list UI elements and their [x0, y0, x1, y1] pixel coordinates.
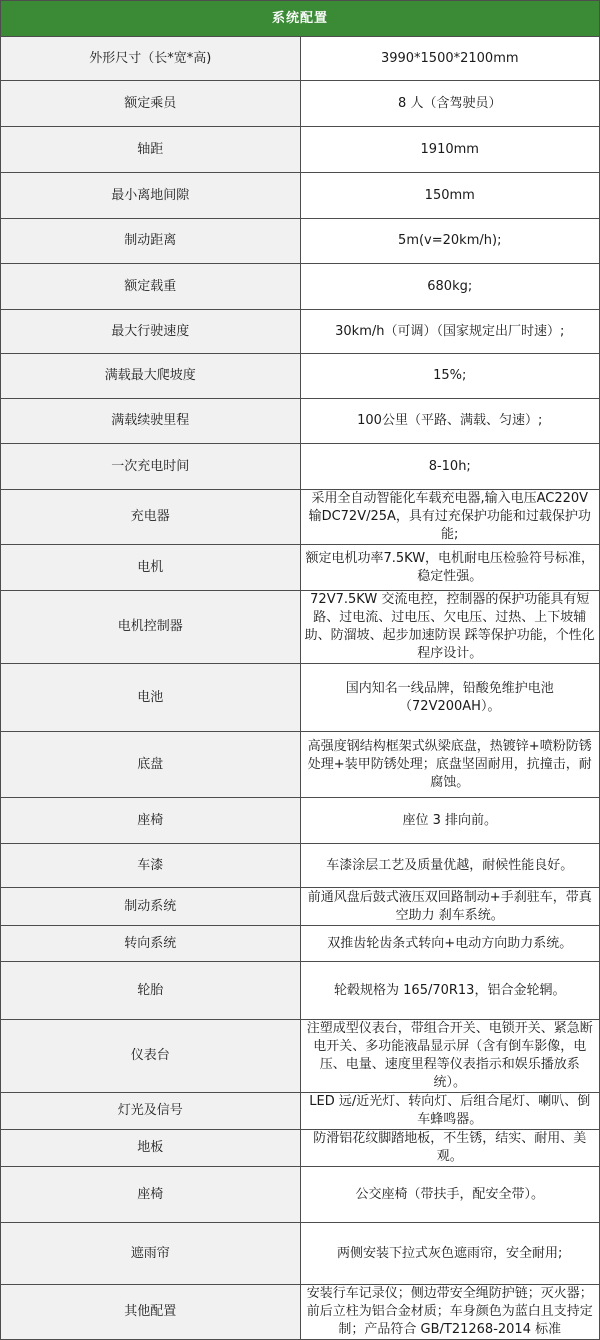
- row-label: 电机控制器: [1, 591, 301, 664]
- row-value: 5m(v=20km/h);: [300, 219, 600, 264]
- table-row: [1, 37, 600, 81]
- table-row: [1, 1130, 600, 1167]
- table-row: [1, 798, 600, 844]
- table-row: [1, 545, 600, 591]
- row-value: 8-10h;: [300, 444, 600, 490]
- row-value: LED 远/近光灯、转向灯、后组合尾灯、喇叭、倒车蜂鸣器。: [300, 1093, 600, 1130]
- row-value: 150mm: [300, 173, 600, 219]
- row-value: 国内知名一线品牌，铅酸免维护电池（72V200AH）。: [300, 664, 600, 732]
- row-label: 电机: [1, 545, 301, 591]
- row-value: 72V7.5KW 交流电控，控制器的保护功能具有短路、过电流、过电压、欠电压、过热、上下坡辅助、防溜坡、起步加速防误 踩等保护功能，个性化程序设计。: [300, 591, 600, 664]
- table-row: [1, 732, 600, 798]
- row-value: 车漆涂层工艺及质量优越，耐候性能良好。: [300, 844, 600, 888]
- row-label: 最大行驶速度: [1, 310, 301, 354]
- table-row: [1, 219, 600, 264]
- row-value: 两侧安装下拉式灰色遮雨帘，安全耐用;: [300, 1223, 600, 1285]
- table-row: [1, 591, 600, 664]
- row-label: 一次充电时间: [1, 444, 301, 490]
- row-label: 车漆: [1, 844, 301, 888]
- row-value: 前通风盘后鼓式液压双回路制动+手刹驻车，带真空助力 刹车系统。: [300, 888, 600, 926]
- table-row: [1, 173, 600, 219]
- row-value: 额定电机功率7.5KW，电机耐电压检验符号标准，稳定性强。: [300, 545, 600, 591]
- row-value: 轮毂规格为 165/70R13，铝合金轮辋。: [300, 962, 600, 1020]
- row-value: 注塑成型仪表台，带组合开关、电锁开关、紧急断电开关、多功能液晶显示屏（含有倒车影像，电压、电量、速度里程等仪表指示和娱乐播放系统）。: [300, 1020, 600, 1093]
- row-value: 3990*1500*2100mm: [300, 37, 600, 81]
- table-title: 系统配置: [1, 1, 600, 37]
- row-value: 公交座椅（带扶手，配安全带）。: [300, 1167, 600, 1223]
- row-label: 灯光及信号: [1, 1093, 301, 1130]
- table-row: [1, 844, 600, 888]
- table-row: [1, 1020, 600, 1093]
- table-row: [1, 264, 600, 310]
- row-label: 座椅: [1, 1167, 301, 1223]
- table-row: [1, 962, 600, 1020]
- row-label: 电池: [1, 664, 301, 732]
- row-label: 额定载重: [1, 264, 301, 310]
- table-row: [1, 490, 600, 545]
- row-value: 8 人（含驾驶员）: [300, 81, 600, 127]
- row-label: 底盘: [1, 732, 301, 798]
- row-label: 充电器: [1, 490, 301, 545]
- row-label: 其他配置: [1, 1285, 301, 1340]
- row-label: 外形尺寸（长*宽*高): [1, 37, 301, 81]
- row-value: 30km/h（可调）（国家规定出厂时速）;: [300, 310, 600, 354]
- row-label: 制动系统: [1, 888, 301, 926]
- table-row: [1, 399, 600, 444]
- row-value: 高强度钢结构框架式纵梁底盘，热镀锌+喷粉防锈处理+装甲防锈处理；底盘坚固耐用，抗撞击，耐腐蚀。: [300, 732, 600, 798]
- row-label: 转向系统: [1, 926, 301, 962]
- table-row: [1, 1285, 600, 1340]
- row-label: 制动距离: [1, 219, 301, 264]
- table-row: [1, 1093, 600, 1130]
- row-label: 座椅: [1, 798, 301, 844]
- row-label: 满载续驶里程: [1, 399, 301, 444]
- row-label: 轴距: [1, 127, 301, 173]
- row-label: 轮胎: [1, 962, 301, 1020]
- table-row: [1, 664, 600, 732]
- table-row: [1, 444, 600, 490]
- table-row: [1, 1167, 600, 1223]
- row-value: 100公里（平路、满载、匀速）;: [300, 399, 600, 444]
- row-label: 仪表台: [1, 1020, 301, 1093]
- row-value: 680kg;: [300, 264, 600, 310]
- row-label: 遮雨帘: [1, 1223, 301, 1285]
- row-label: 满载最大爬坡度: [1, 354, 301, 399]
- table-row: [1, 81, 600, 127]
- table-row: [1, 926, 600, 962]
- row-value: 采用全自动智能化车载充电器,输入电压AC220V 输DC72V/25A，具有过充保护功能和过载保护功能;: [300, 490, 600, 545]
- row-value: 安装行车记录仪；侧边带安全绳防护链；灭火器；前后立柱为铝合金材质；车身颜色为蓝白且支持定制；产品符合 GB/T21268-2014 标准: [300, 1285, 600, 1340]
- row-value: 1910mm: [300, 127, 600, 173]
- table-row: [1, 310, 600, 354]
- table-row: [1, 354, 600, 399]
- row-label: 地板: [1, 1130, 301, 1167]
- table-row: [1, 888, 600, 926]
- table-row: [1, 1223, 600, 1285]
- row-value: 座位 3 排向前。: [300, 798, 600, 844]
- row-value: 15%;: [300, 354, 600, 399]
- row-label: 额定乘员: [1, 81, 301, 127]
- row-label: 最小离地间隙: [1, 173, 301, 219]
- title-row: [1, 1, 600, 37]
- row-value: 防滑铝花纹脚踏地板，不生锈，结实、耐用、美观。: [300, 1130, 600, 1167]
- table-row: [1, 127, 600, 173]
- row-value: 双推齿轮齿条式转向+电动方向助力系统。: [300, 926, 600, 962]
